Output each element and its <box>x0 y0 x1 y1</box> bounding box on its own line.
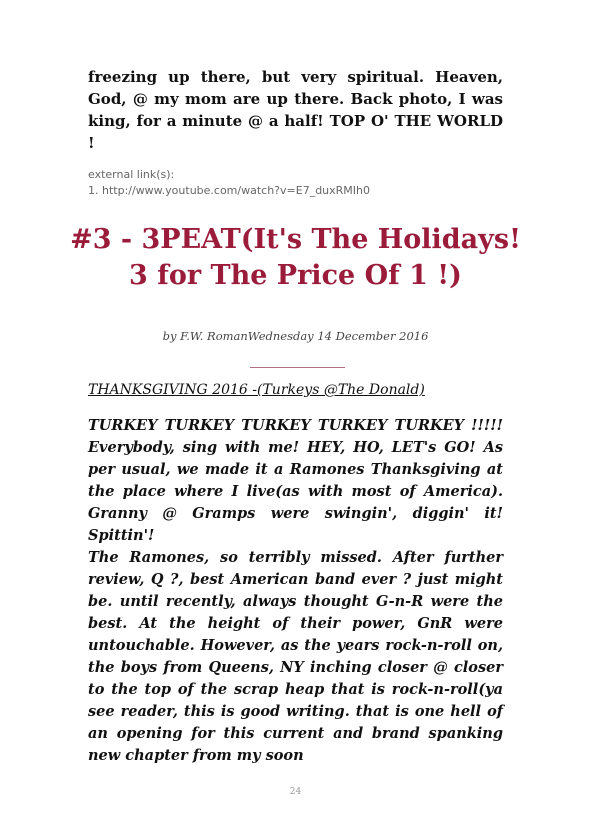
links-heading: external link(s): <box>88 168 175 181</box>
intro-paragraph: freezing up there, but very spiritual. Heaven, God, @ my mom are up there. Back photo, I was king, for a minute @ a half! TOP O' THE WORLD ! <box>88 68 503 152</box>
external-links <box>88 167 503 199</box>
separator <box>250 367 345 368</box>
post-title: #3 - 3PEAT(It's The Holidays! 3 for The Price Of 1 !) <box>70 224 521 291</box>
post-subheading: THANKSGIVING 2016 -(Turkeys @The Donald) <box>88 382 425 398</box>
page-number: 24 <box>289 787 302 797</box>
body-paragraph: TURKEY TURKEY TURKEY TURKEY TURKEY !!!!! Everybody, sing with me! HEY, HO, LET's GO! As per usual, we made it a Ramones Thanksgiving at the place where I live(as with most of America). Granny @ Gramps were swingin', diggin' it! Spittin'! <box>88 417 503 544</box>
post-byline: by F.W. RomanWednesday 14 December 2016 <box>162 329 429 343</box>
link-item[interactable]: 1. http://www.youtube.com/watch?v=E7_duxRMIh0 <box>88 184 371 197</box>
body-paragraph: The Ramones, so terribly missed. After further review, Q ?, best American band ever ? just might be. until recently, always thought G-n-R were the best. At the height of their power, GnR were untouchable. However, as the years rock-n-roll on, the boys from Queens, NY inching closer @ closer to the top of the scrap heap that is rock-n-roll(ya see reader, this is good writing. that is one hell of an opening for this current and brand spanking new chapter from my soon <box>88 549 503 764</box>
post-body <box>88 415 503 767</box>
